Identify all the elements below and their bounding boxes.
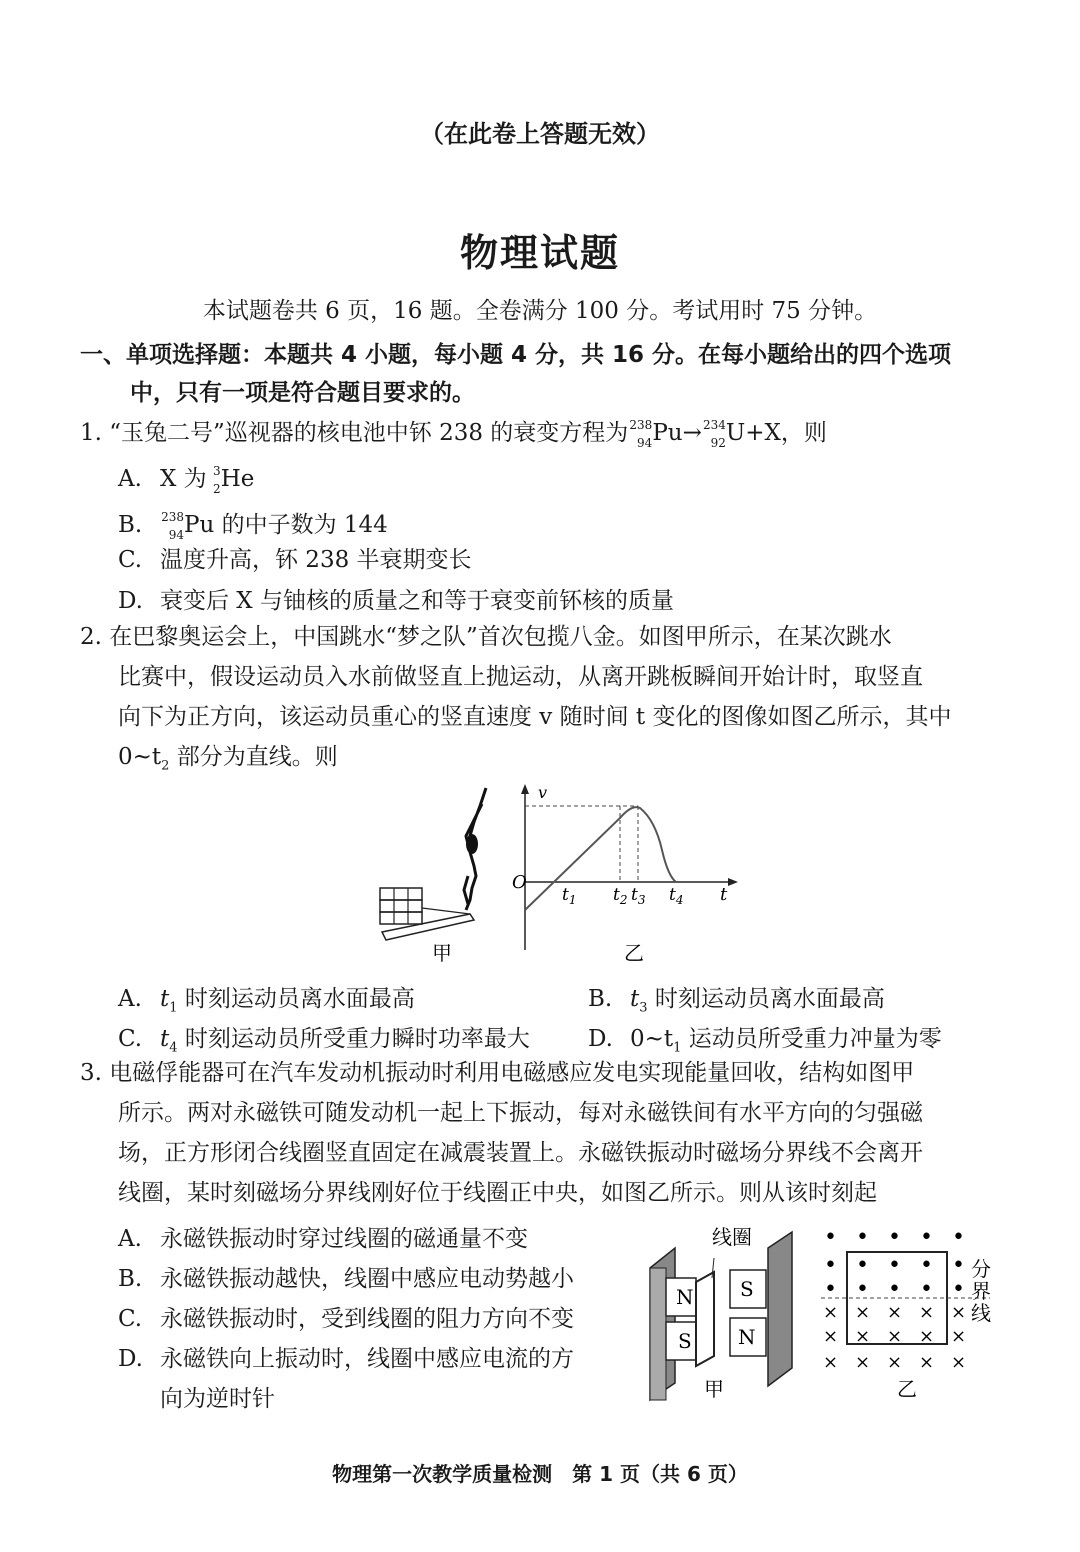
field-dot-icon: • bbox=[824, 1277, 837, 1302]
q3-option-c[interactable]: C. 永磁铁振动时，受到线圈的阻力方向不变 bbox=[118, 1306, 574, 1332]
q3-stem-line3: 场，正方形闭合线圈竖直固定在减震装置上。永磁铁振动时磁场分界线不会离开 bbox=[118, 1140, 923, 1166]
field-cross-icon: × bbox=[887, 1326, 903, 1347]
field-cross-icon: × bbox=[951, 1302, 967, 1323]
q3-stem-line4: 线圈，某时刻磁场分界线刚好位于线圈正中央，如图乙所示。则从该时刻起 bbox=[118, 1180, 877, 1206]
q3-figure-yi bbox=[815, 1218, 1005, 1408]
t3-label: $t_3$ bbox=[631, 885, 646, 907]
section-heading-line1: 一、单项选择题：本题共 4 小题，每小题 4 分，共 16 分。在每小题给出的四个选项 bbox=[80, 342, 952, 368]
fig-yi-label-q3: 乙 bbox=[897, 1377, 917, 1401]
field-dot-icon: • bbox=[920, 1253, 933, 1278]
q3-stem-line1: 3. 电磁俘能器可在汽车发动机振动时利用电磁感应发电实现能量回收，结构如图甲 bbox=[80, 1060, 915, 1086]
coil bbox=[696, 1272, 714, 1366]
q3-figure-jia bbox=[640, 1218, 810, 1408]
right-plate bbox=[768, 1232, 792, 1386]
coil-label: 线圈 bbox=[712, 1225, 752, 1249]
pu-nuclide-index-b: 238 94 bbox=[161, 510, 184, 542]
diving-board-figure bbox=[380, 788, 486, 940]
q2-option-b[interactable]: B. $t_3$ 时刻运动员离水面最高 bbox=[588, 986, 885, 1016]
field-cross-icon: × bbox=[919, 1302, 935, 1323]
option-text: X 为 bbox=[160, 466, 207, 492]
option-text: 衰变后 X 与铀核的质量之和等于衰变前钚核的质量 bbox=[160, 588, 674, 614]
q1-number: 1. bbox=[80, 420, 102, 446]
q2-line1-text: 在巴黎奥运会上，中国跳水“梦之队”首次包揽八金。如图甲所示，在某次跳水 bbox=[109, 624, 892, 650]
q1-option-d[interactable] bbox=[118, 582, 674, 615]
q3-option-a[interactable]: A. 永磁铁振动时穿过线圈的磁通量不变 bbox=[118, 1226, 528, 1252]
field-dot-icon: • bbox=[888, 1277, 901, 1302]
field-dot-icon: • bbox=[856, 1225, 869, 1250]
boundary-label-2: 界 bbox=[971, 1279, 991, 1303]
q2-option-a[interactable]: A. $t_1$ 时刻运动员离水面最高 bbox=[118, 986, 415, 1016]
option-label: C. bbox=[118, 547, 143, 573]
pole-n-bottom: N bbox=[738, 1325, 756, 1349]
field-cross-icon: × bbox=[887, 1302, 903, 1323]
option-text: 温度升高，钚 238 半衰期变长 bbox=[160, 547, 472, 573]
boundary-label-1: 分 bbox=[971, 1257, 991, 1281]
field-cross-icon: × bbox=[951, 1352, 967, 1373]
section-heading-line2: 中，只有一项是符合题目要求的。 bbox=[130, 380, 475, 406]
q3-option-d[interactable]: D. 永磁铁向上振动时，线圈中感应电流的方 bbox=[118, 1346, 574, 1372]
u-nuclide-index: 234 92 bbox=[702, 418, 726, 450]
field-dot-icon: • bbox=[952, 1253, 965, 1278]
option-label: A. bbox=[118, 466, 142, 492]
q2-stem-line2: 比赛中，假设运动员入水前做竖直上抛运动，从离开跳板瞬间开始计时，取竖直 bbox=[118, 664, 923, 690]
field-dot-icon: • bbox=[856, 1253, 869, 1278]
t1-label: $t_1$ bbox=[562, 885, 577, 907]
field-dot-icon: • bbox=[856, 1277, 869, 1302]
q2-stem-line3: 向下为正方向，该运动员重心的竖直速度 v 随时间 t 变化的图像如图乙所示，其中 bbox=[118, 704, 952, 730]
field-dot-icon: • bbox=[888, 1253, 901, 1278]
field-dot-icon: • bbox=[952, 1277, 965, 1302]
pole-n-top: N bbox=[676, 1285, 694, 1309]
option-text: Pu 的中子数为 144 bbox=[184, 512, 388, 538]
field-symbols bbox=[823, 1225, 966, 1373]
field-dot-icon: • bbox=[824, 1225, 837, 1250]
field-cross-icon: × bbox=[855, 1302, 871, 1323]
q1-option-a[interactable] bbox=[118, 460, 254, 495]
boundary-label-3: 线 bbox=[971, 1301, 991, 1325]
field-cross-icon: × bbox=[823, 1326, 839, 1347]
v-axis-arrow-icon bbox=[521, 784, 529, 794]
q3-option-b[interactable]: B. 永磁铁振动越快，线圈中感应电动势越小 bbox=[118, 1266, 574, 1292]
pu-symbol: Pu bbox=[652, 420, 683, 446]
pole-s-top: S bbox=[740, 1277, 754, 1301]
t4-label: $t_4$ bbox=[669, 885, 684, 907]
q3-option-d-cont: 向为逆时针 bbox=[160, 1386, 275, 1412]
t2-label: $t_2$ bbox=[613, 885, 628, 907]
pu-nuclide-index: 238 94 bbox=[629, 418, 653, 450]
field-cross-icon: × bbox=[823, 1352, 839, 1373]
q1-stem-text: “玉兔二号”巡视器的核电池中钚 238 的衰变方程为 bbox=[109, 420, 629, 446]
q3-stem-line2: 所示。两对永磁铁可随发动机一起上下振动，每对永磁铁间有水平方向的匀强磁 bbox=[118, 1100, 923, 1126]
fig-jia-label-q3: 甲 bbox=[704, 1377, 724, 1401]
field-cross-icon: × bbox=[887, 1352, 903, 1373]
q2-figure bbox=[370, 780, 750, 970]
field-dot-icon: • bbox=[888, 1225, 901, 1250]
page-title: 物理试题 bbox=[459, 231, 620, 275]
invalid-notice: （在此卷上答题无效） bbox=[420, 120, 660, 148]
t-axis-arrow-icon bbox=[728, 878, 738, 886]
field-dot-icon: • bbox=[920, 1225, 933, 1250]
he-symbol: He bbox=[220, 466, 255, 492]
field-cross-icon: × bbox=[919, 1352, 935, 1373]
field-cross-icon: × bbox=[919, 1326, 935, 1347]
q2-number: 2. bbox=[80, 624, 102, 650]
field-cross-icon: × bbox=[855, 1352, 871, 1373]
he-nuclide-index: 3 2 bbox=[213, 464, 221, 496]
exam-intro: 本试题卷共 6 页，16 题。全卷满分 100 分。考试用时 75 分钟。 bbox=[202, 298, 878, 324]
q1-stem bbox=[80, 418, 827, 449]
axis-t-label: t bbox=[720, 884, 728, 905]
option-label: B. bbox=[118, 512, 143, 538]
q3-number: 3. bbox=[80, 1060, 102, 1086]
field-dot-icon: • bbox=[952, 1225, 965, 1250]
field-cross-icon: × bbox=[951, 1326, 967, 1347]
fig-jia-label: 甲 bbox=[432, 941, 452, 965]
q2-option-c[interactable]: C. $t_4$ 时刻运动员所受重力瞬时功率最大 bbox=[118, 1026, 530, 1056]
origin-label: O bbox=[512, 872, 527, 893]
page-footer: 物理第一次教学质量检测 第 1 页（共 6 页） bbox=[332, 1462, 748, 1486]
q2-stem-line4: $0\sim t_2$ 部分为直线。则 bbox=[118, 744, 338, 774]
option-label: D. bbox=[118, 588, 143, 614]
velocity-curve bbox=[525, 807, 676, 910]
field-cross-icon: × bbox=[823, 1302, 839, 1323]
decay-arrow: → bbox=[682, 420, 702, 446]
q1-option-b[interactable] bbox=[118, 506, 388, 541]
field-cross-icon: × bbox=[855, 1326, 871, 1347]
q2-option-d[interactable]: D. $0\sim t_1$ 运动员所受重力冲量为零 bbox=[588, 1026, 942, 1056]
fig-yi-label: 乙 bbox=[624, 941, 644, 965]
axis-v-label: v bbox=[538, 783, 548, 802]
u-symbol-rest: U+X，则 bbox=[725, 420, 827, 446]
field-dot-icon: • bbox=[920, 1277, 933, 1302]
q2-stem-line1 bbox=[80, 622, 892, 652]
q1-option-c[interactable] bbox=[118, 541, 472, 574]
field-dot-icon: • bbox=[824, 1253, 837, 1278]
vt-graph bbox=[521, 784, 738, 950]
pole-s-bottom: S bbox=[678, 1329, 692, 1353]
